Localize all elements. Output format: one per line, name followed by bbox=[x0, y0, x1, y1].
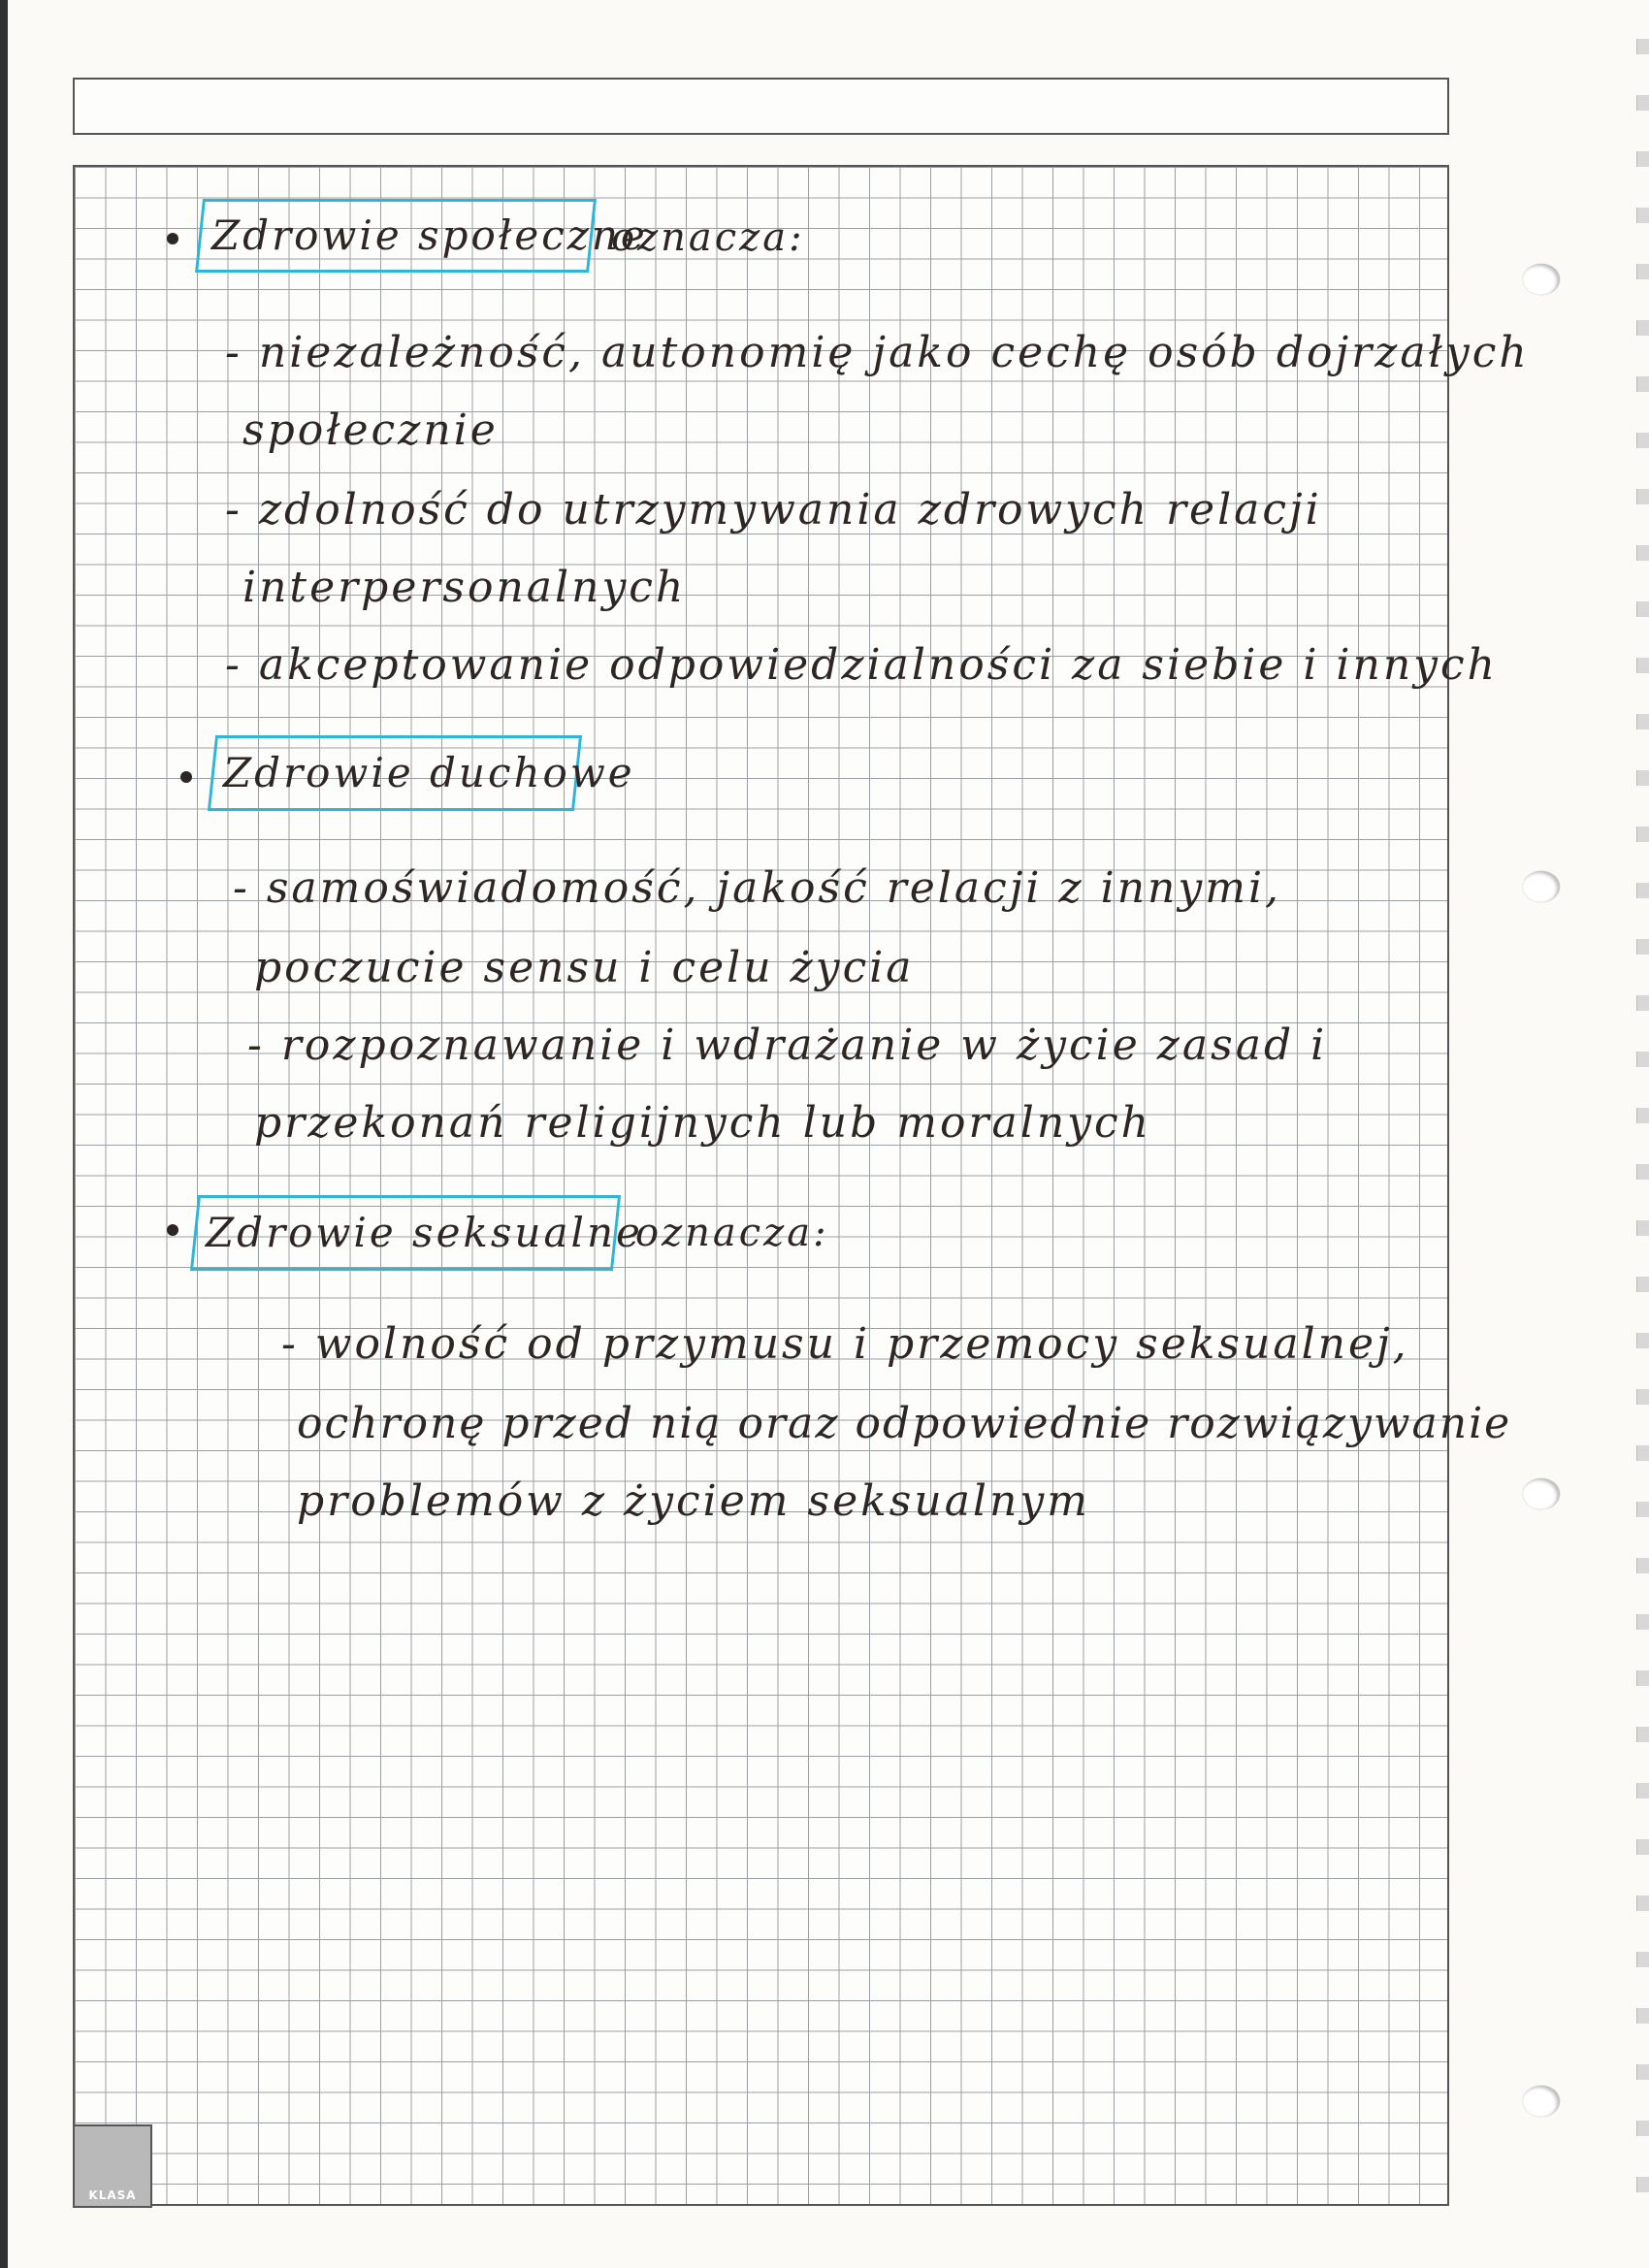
section-heading-suffix: oznacza: bbox=[611, 215, 805, 260]
perforation-tab bbox=[1636, 883, 1649, 898]
note-line: interpersonalnych bbox=[242, 563, 687, 612]
perforation-tab bbox=[1636, 1783, 1649, 1798]
perforation-tab bbox=[1636, 489, 1649, 504]
perforation-tab bbox=[1636, 1839, 1649, 1855]
perforation-tab bbox=[1636, 320, 1649, 336]
perforation-tab bbox=[1636, 1220, 1649, 1236]
section-heading: Zdrowie duchowe bbox=[223, 749, 635, 796]
perforation-tab bbox=[1636, 995, 1649, 1011]
perforation-tab bbox=[1636, 1333, 1649, 1348]
section-heading: Zdrowie seksualne bbox=[206, 1209, 643, 1256]
note-line: - wolność od przymusu i przemocy seksualnej, bbox=[281, 1319, 1409, 1369]
binder-hole bbox=[1523, 871, 1560, 902]
perforation-tab bbox=[1636, 95, 1649, 111]
header-strip bbox=[73, 78, 1449, 135]
perforation-tab bbox=[1636, 658, 1649, 673]
note-line: - akceptowanie odpowiedzialności za siebie i innych bbox=[225, 640, 1499, 690]
perforation-tab bbox=[1636, 1727, 1649, 1742]
perforation-tab bbox=[1636, 1895, 1649, 1911]
perforation-tab bbox=[1636, 1670, 1649, 1686]
perforation-tab bbox=[1636, 2177, 1649, 2192]
perforation-tab bbox=[1636, 1614, 1649, 1630]
note-line: poczucie sensu i celu życia bbox=[254, 943, 915, 992]
perforation-tab bbox=[1636, 2064, 1649, 2080]
note-line: - rozpoznawanie i wdrażanie w życie zasad i bbox=[247, 1021, 1328, 1070]
perforation-tab bbox=[1636, 826, 1649, 842]
binder-hole bbox=[1523, 264, 1560, 295]
perforation-tab bbox=[1636, 433, 1649, 448]
perforation-tab bbox=[1636, 264, 1649, 279]
perforation-tab bbox=[1636, 1164, 1649, 1180]
perforation-tab bbox=[1636, 1389, 1649, 1405]
brand-logo-text: KLASA bbox=[88, 2188, 137, 2202]
perforation-tab bbox=[1636, 1445, 1649, 1461]
perforation-tab bbox=[1636, 770, 1649, 786]
perforation-tab bbox=[1636, 208, 1649, 223]
note-line: - samoświadomość, jakość relacji z innymi, bbox=[233, 863, 1282, 913]
binder-hole bbox=[1523, 2086, 1560, 2117]
perforation-tab bbox=[1636, 39, 1649, 54]
bullet bbox=[180, 771, 192, 783]
note-line: problemów z życiem seksualnym bbox=[297, 1476, 1090, 1526]
note-line: - niezależność, autonomię jako cechę osób dojrzałych bbox=[225, 328, 1530, 377]
perforation-tab bbox=[1636, 601, 1649, 617]
perforation-tab bbox=[1636, 1277, 1649, 1292]
note-line: ochronę przed nią oraz odpowiednie rozwiązywanie bbox=[297, 1399, 1512, 1448]
note-line: przekonań religijnych lub moralnych bbox=[254, 1098, 1152, 1148]
perforation-tab bbox=[1636, 714, 1649, 729]
perforation-tab bbox=[1636, 1502, 1649, 1517]
perforation-tab bbox=[1636, 376, 1649, 392]
notebook-spine bbox=[0, 0, 8, 2268]
perforation-tab bbox=[1636, 1558, 1649, 1573]
brand-logo bbox=[73, 2124, 152, 2208]
section-heading-suffix: oznacza: bbox=[635, 1211, 829, 1255]
binder-hole bbox=[1523, 1478, 1560, 1509]
perforation-tab bbox=[1636, 151, 1649, 167]
bullet bbox=[167, 1224, 178, 1236]
perforation-tab bbox=[1636, 2008, 1649, 2024]
perforation-tab bbox=[1636, 1052, 1649, 1067]
perforation-tab bbox=[1636, 2121, 1649, 2136]
perforation-tab bbox=[1636, 545, 1649, 561]
note-line: - zdolność do utrzymywania zdrowych relacji bbox=[225, 485, 1322, 535]
perforation-tab bbox=[1636, 939, 1649, 955]
perforation-tab bbox=[1636, 1952, 1649, 1967]
bullet bbox=[167, 233, 178, 244]
note-line: społecznie bbox=[242, 405, 499, 455]
perforation-tab bbox=[1636, 1108, 1649, 1123]
grid-paper bbox=[73, 165, 1449, 2206]
section-heading: Zdrowie społeczne bbox=[211, 211, 648, 259]
